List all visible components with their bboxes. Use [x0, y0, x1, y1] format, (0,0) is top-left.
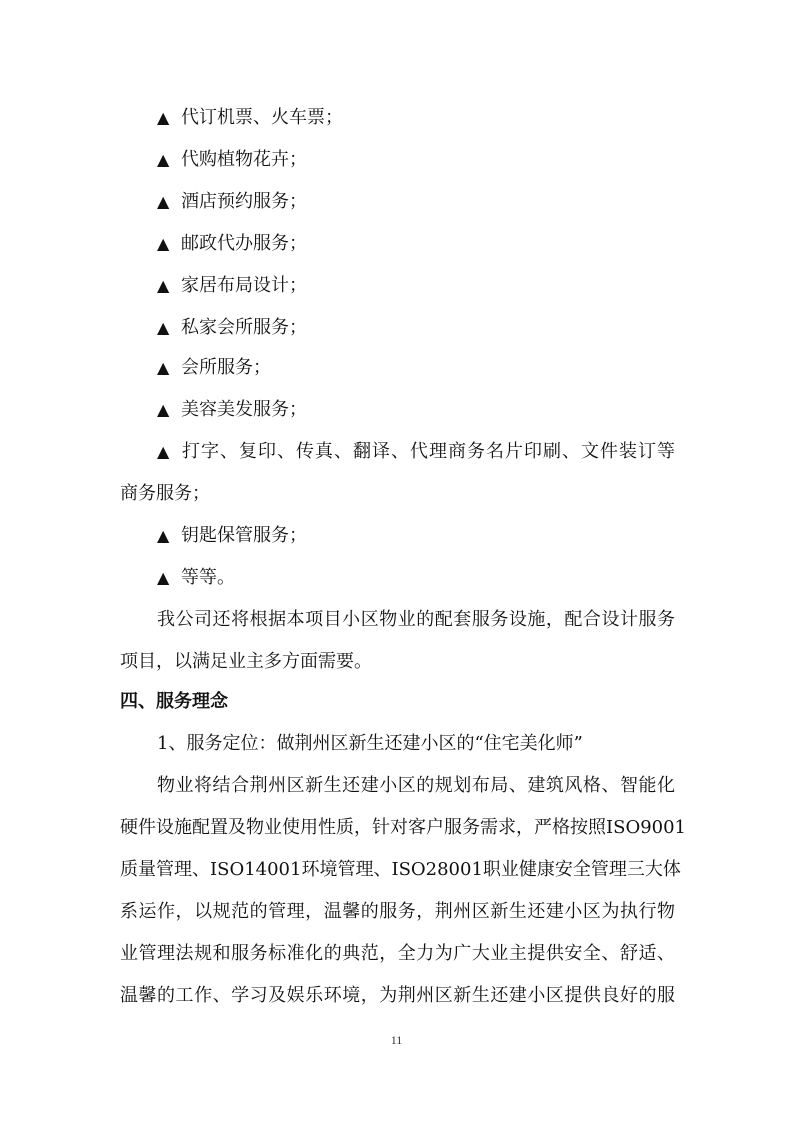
bullet-item: [157, 148, 307, 172]
triangle-bullet-icon: ▲: [157, 400, 170, 419]
bullet-item: [157, 398, 307, 422]
bullet-item: [157, 356, 271, 380]
bullet-item: [157, 232, 307, 256]
sub-heading: 1、服务定位：做荆州区新生还建小区的“住宅美化师”: [157, 733, 583, 754]
triangle-bullet-icon: ▲: [157, 318, 170, 337]
bullet-text: 美容美发服务；: [181, 399, 307, 420]
triangle-bullet-icon: ▲: [157, 568, 170, 587]
bullet-text: 私家会所服务；: [181, 317, 307, 338]
bullet-item: [157, 440, 675, 464]
triangle-bullet-icon: ▲: [157, 442, 170, 461]
paragraph-line: 硬件设施配置及物业使用性质，针对客户服务需求，严格按照ISO9001: [120, 817, 687, 838]
bullet-text: 代订机票、火车票；: [181, 107, 343, 128]
triangle-bullet-icon: ▲: [157, 150, 170, 169]
triangle-bullet-icon: ▲: [157, 276, 170, 295]
paragraph-line: 业管理法规和服务标准化的典范，全力为广大业主提供安全、舒适、: [120, 943, 675, 964]
bullet-text: 打字、复印、传真、翻译、代理商务名片印刷、文件装订等: [181, 441, 675, 462]
paragraph-line: 物业将结合荆州区新生还建小区的规划布局、建筑风格、智能化: [157, 775, 675, 796]
paragraph-line: 质量管理、ISO14001环境管理、ISO28001职业健康安全管理三大体: [120, 859, 681, 880]
bullet-text: 代购植物花卉；: [181, 149, 307, 170]
bullet-item: [157, 566, 235, 590]
page-number: 11: [390, 1033, 403, 1047]
bullet-text: 家居布局设计；: [181, 275, 307, 296]
section-heading: 四、服务理念: [120, 691, 228, 712]
paragraph-line: 系运作，以规范的管理，温馨的服务，荆州区新生还建小区为执行物: [120, 901, 675, 922]
bullet-text: 钥匙保管服务；: [181, 525, 307, 546]
paragraph-line: 我公司还将根据本项目小区物业的配套服务设施，配合设计服务: [157, 609, 675, 630]
bullet-item: [157, 274, 307, 298]
bullet-text: 等等。: [181, 567, 235, 588]
bullet-text: 会所服务；: [181, 357, 271, 378]
bullet-item: [157, 316, 307, 340]
bullet-text: 邮政代办服务；: [181, 233, 307, 254]
bullet-item: [157, 524, 307, 548]
triangle-bullet-icon: ▲: [157, 526, 170, 545]
triangle-bullet-icon: ▲: [157, 358, 170, 377]
triangle-bullet-icon: ▲: [157, 234, 170, 253]
bullet-continuation: 商务服务；: [120, 483, 210, 504]
triangle-bullet-icon: ▲: [157, 192, 170, 211]
bullet-item: [157, 190, 307, 214]
triangle-bullet-icon: ▲: [157, 108, 170, 127]
paragraph-line: 项目，以满足业主多方面需要。: [120, 651, 372, 672]
bullet-text: 酒店预约服务；: [181, 191, 307, 212]
bullet-item: [157, 106, 343, 130]
paragraph-line: 温馨的工作、学习及娱乐环境，为荆州区新生还建小区提供良好的服: [120, 985, 675, 1006]
